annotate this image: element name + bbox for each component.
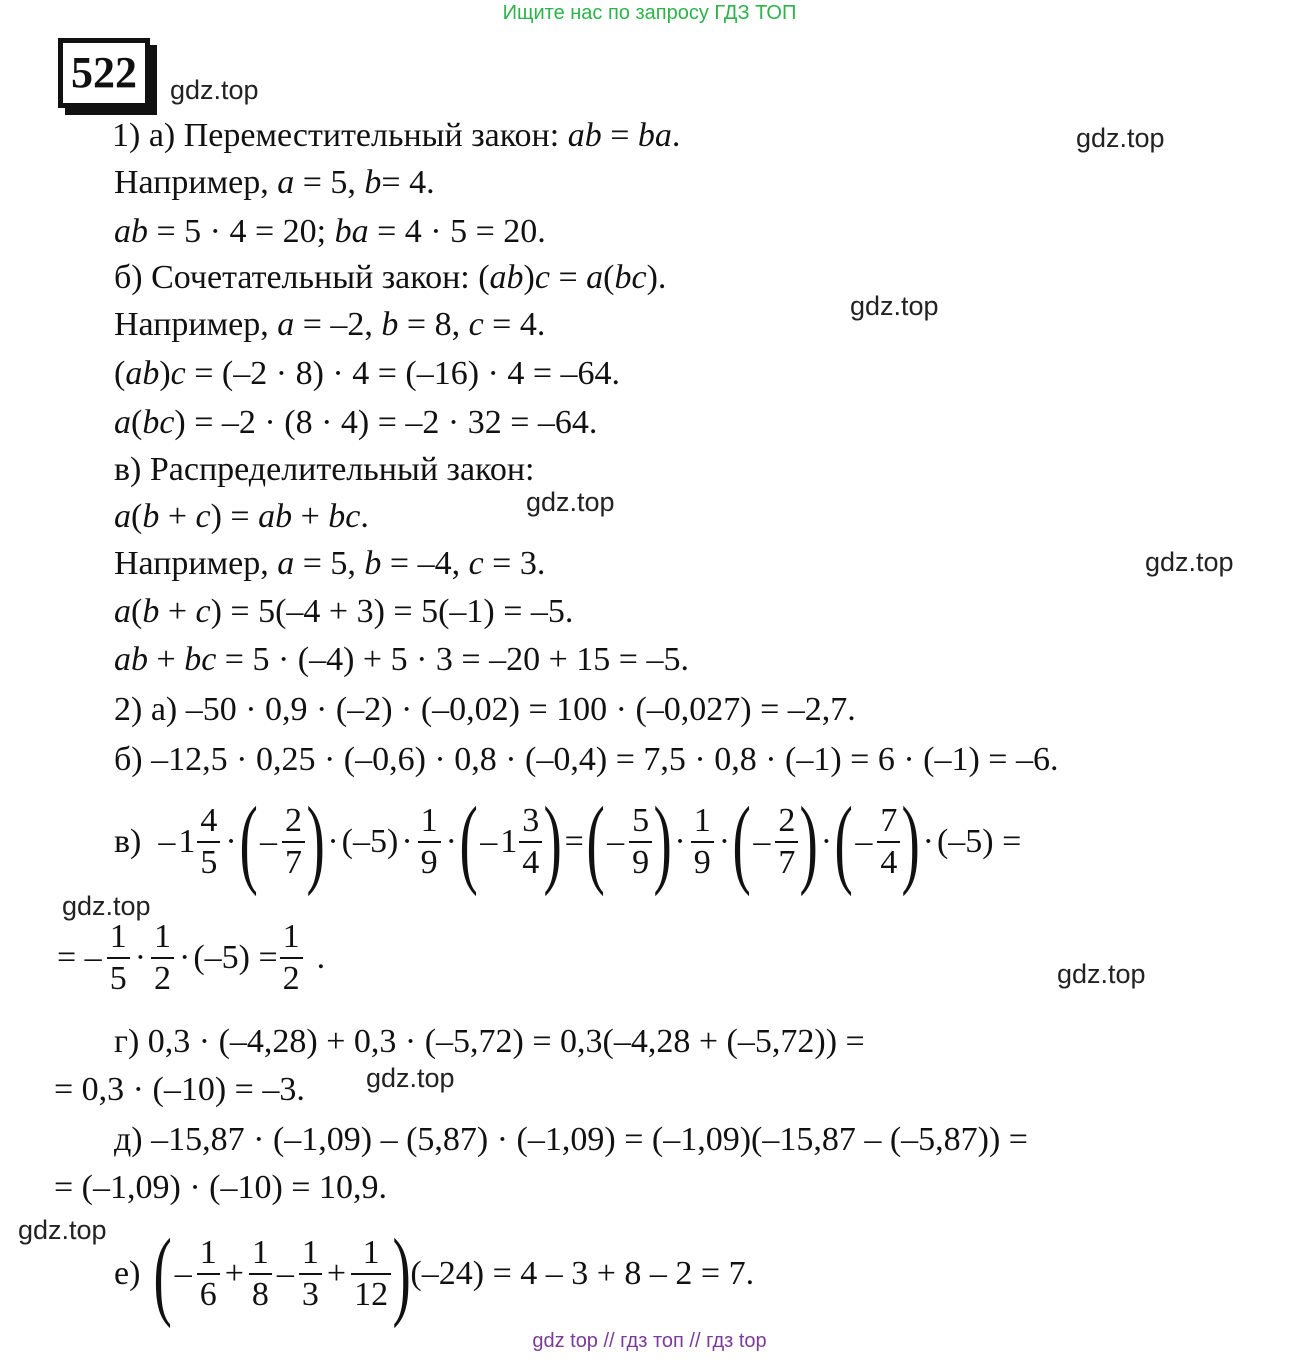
line-2b: б) –12,5 · 0,25 · (–0,6) · 0,8 · (–0,4) = 7,5 · 0,8 · (–1) = 6 · (–1) = –6. xyxy=(114,741,1059,778)
line-2e: е) ( – $\frac{1}{6}$ + $\frac{1}{8}$ – $\frac{1}{3}$ + $\frac{1}{12}$ ) (–24) = 4 – 3 + 8 – 2 = 7. xyxy=(114,1218,755,1329)
line-distributive-law: в) Распределительный закон: xyxy=(114,451,535,488)
mixed-number: 1 $\frac{4}{5}$ xyxy=(178,801,222,883)
line-2g: г) 0,3 · (–4,28) + 0,3 · (–5,72) = 0,3(–4,28 + (–5,72)) = xyxy=(114,1023,865,1060)
watermark: gdz.top xyxy=(366,1063,455,1093)
line-2g-result: = 0,3 · (–10) = –3. xyxy=(54,1071,305,1108)
line-2a: 2) а) –50 · 0,9 · (–2) · (–0,02) = 100 · (–0,027) = –2,7. xyxy=(114,691,856,728)
watermark: gdz.top xyxy=(850,291,939,321)
line-2v-fractions: в) – 1 $\frac{4}{5}$ · ( – $\frac{2}{7}$ ) · (–5) · $\frac{1}{9}$ · ( – 1 $\frac{3}{4}$ ) = ( – $\frac{5}{9}$ ) · $\frac{1}{9}$ · ( – $\frac{2}{7}$ ) · ( – $\frac{7}{4}$ ) · (–5) = xyxy=(114,786,1022,897)
watermark: gdz.top xyxy=(1057,959,1146,989)
line-calc-3a: a(b + c) = 5(–4 + 3) = 5(–1) = –5. xyxy=(114,593,574,630)
bottom-banner: gdz top // гдз топ // гдз top xyxy=(532,1330,767,1352)
line-2d-result: = (–1,09) · (–10) = 10,9. xyxy=(54,1169,387,1206)
line-example-2: Например, a = –2, b = 8, c = 4. xyxy=(114,306,546,343)
line-2d: д) –15,87 · (–1,09) – (5,87) · (–1,09) = (–1,09)(–15,87 – (–5,87)) = xyxy=(114,1121,1028,1158)
watermark: gdz.top xyxy=(62,891,151,921)
watermark: gdz.top xyxy=(1076,123,1165,153)
top-banner: Ищите нас по запросу ГДЗ ТОП xyxy=(502,2,797,24)
line-calc-2a: (ab)c = (–2 · 8) · 4 = (–16) · 4 = –64. xyxy=(114,355,621,392)
item-label: е) xyxy=(114,1255,141,1292)
line-calc-1: ab = 5 · 4 = 20; ba = 4 · 5 = 20. xyxy=(114,213,546,250)
line-calc-2b: a(bc) = –2 · (8 · 4) = –2 · 32 = –64. xyxy=(114,404,598,441)
item-label: в) xyxy=(114,823,142,860)
watermark: gdz.top xyxy=(170,75,259,105)
watermark: gdz.top xyxy=(18,1215,107,1245)
line-associative-law: б) Сочетательный закон: (ab)c = a(bc). xyxy=(114,259,667,296)
line-example-1: Например, a = 5, b= 4. xyxy=(114,164,435,201)
line-commutative-law: 1) а) Переместительный закон: ab = ba. xyxy=(112,117,681,154)
problem-number: 522 xyxy=(58,38,150,108)
line-example-3: Например, a = 5, b = –4, c = 3. xyxy=(114,545,546,582)
line-distributive-formula: a(b + c) = ab + bc. xyxy=(114,498,369,535)
line-calc-3b: ab + bc = 5 · (–4) + 5 · 3 = –20 + 15 = –5. xyxy=(114,641,689,678)
watermark: gdz.top xyxy=(1145,547,1234,577)
watermark: gdz.top xyxy=(526,487,615,517)
op-minus: – xyxy=(158,823,176,860)
line-2v-result: = – $\frac{1}{5}$ · $\frac{1}{2}$ · (–5) = $\frac{1}{2}$ . xyxy=(57,918,326,997)
